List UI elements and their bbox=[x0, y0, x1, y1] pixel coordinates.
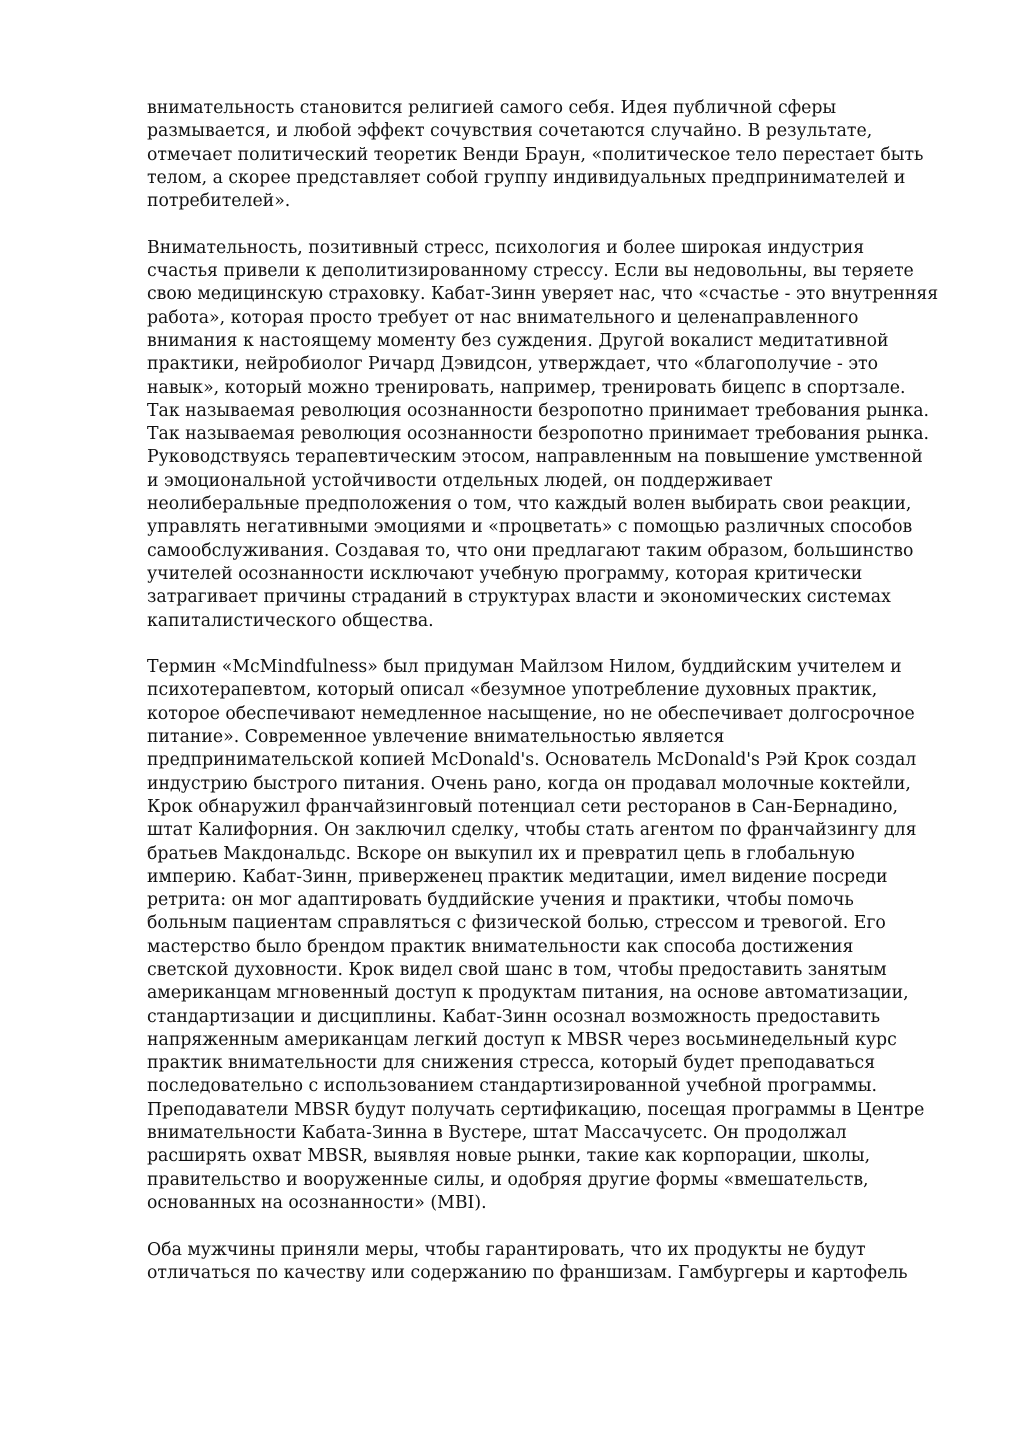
text-line: правительство и вооруженные силы, и одобряя другие формы «вмешательств, bbox=[147, 1169, 869, 1190]
text-line: стандартизации и дисциплины. Кабат-Зинн осознал возможность предоставить bbox=[147, 1006, 881, 1027]
text-line: неолиберальные предположения о том, что каждый волен выбирать свои реакции, bbox=[147, 494, 912, 515]
text-line: больным пациентам справляться с физической болью, стрессом и тревогой. Его bbox=[147, 913, 886, 934]
document-body bbox=[147, 97, 967, 1308]
text-line: Термин «McMindfulness» был придуман Майлзом Нилом, буддийским учителем и bbox=[147, 657, 902, 678]
text-line: телом, а скорее представляет собой группу индивидуальных предпринимателей и bbox=[147, 167, 906, 188]
text-line: размывается, и любой эффект сочувствия сочетаются случайно. В результате, bbox=[147, 121, 873, 142]
text-line: практики, нейробиолог Ричард Дэвидсон, утверждает, что «благополучие - это bbox=[147, 354, 878, 375]
text-line: самообслуживания. Создавая то, что они предлагают таким образом, большинство bbox=[147, 540, 914, 561]
text-line: напряженным американцам легкий доступ к MBSR через восьминедельный курс bbox=[147, 1029, 897, 1050]
text-line: последовательно с использованием стандартизированной учебной программы. bbox=[147, 1076, 877, 1097]
text-line: основанных на осознанности» (MBI). bbox=[147, 1192, 487, 1213]
text-line: потребителей». bbox=[147, 191, 291, 212]
text-line: Внимательность, позитивный стресс, психология и более широкая индустрия bbox=[147, 237, 865, 258]
text-line: практик внимательности для снижения стресса, который будет преподаваться bbox=[147, 1053, 876, 1074]
text-line: Крок обнаружил франчайзинговый потенциал сети ресторанов в Сан-Бернадино, bbox=[147, 796, 898, 817]
paragraph bbox=[147, 1239, 967, 1286]
text-line: которое обеспечивают немедленное насыщение, но не обеспечивает долгосрочное bbox=[147, 703, 915, 724]
paragraph bbox=[147, 237, 967, 633]
text-line: Так называемая революция осознанности безропотно принимает требования рынка. bbox=[147, 424, 930, 445]
text-line: отмечает политический теоретик Венди Браун, «политическое тело перестает быть bbox=[147, 144, 924, 165]
text-line: расширять охват MBSR, выявляя новые рынки, такие как корпорации, школы, bbox=[147, 1146, 871, 1167]
text-line: затрагивает причины страданий в структурах власти и экономических системах bbox=[147, 587, 891, 608]
text-line: братьев Макдональдс. Вскоре он выкупил их и превратил цепь в глобальную bbox=[147, 843, 855, 864]
text-line: Преподаватели MBSR будут получать сертификацию, посещая программы в Центре bbox=[147, 1099, 925, 1120]
text-line: отличаться по качеству или содержанию по франшизам. Гамбургеры и картофель bbox=[147, 1262, 908, 1283]
text-line: империю. Кабат-Зинн, приверженец практик медитации, имел видение посреди bbox=[147, 866, 888, 887]
text-line: навык», который можно тренировать, например, тренировать бицепс в спортзале. bbox=[147, 377, 906, 398]
text-line: учителей осознанности исключают учебную программу, которая критически bbox=[147, 563, 863, 584]
text-line: счастья привели к деполитизированному стрессу. Если вы недовольны, вы теряете bbox=[147, 261, 914, 282]
text-line: Руководствуясь терапевтическим этосом, направленным на повышение умственной bbox=[147, 447, 923, 468]
text-line: индустрию быстрого питания. Очень рано, когда он продавал молочные коктейли, bbox=[147, 773, 911, 794]
text-line: внимания к настоящему моменту без суждения. Другой вокалист медитативной bbox=[147, 330, 889, 351]
text-line: мастерство было брендом практик внимательности как способа достижения bbox=[147, 936, 854, 957]
text-line: Так называемая революция осознанности безропотно принимает требования рынка. bbox=[147, 400, 930, 421]
text-line: внимательность становится религией самого себя. Идея публичной сферы bbox=[147, 98, 837, 118]
paragraph bbox=[147, 97, 967, 213]
text-line: управлять негативными эмоциями и «процветать» с помощью различных способов bbox=[147, 517, 913, 538]
text-line: питание». Современное увлечение внимательностью является bbox=[147, 727, 725, 748]
text-line: капиталистического общества. bbox=[147, 610, 434, 631]
text-line: внимательности Кабата-Зинна в Вустере, штат Массачусетс. Он продолжал bbox=[147, 1123, 847, 1144]
text-line: Оба мужчины приняли меры, чтобы гарантировать, что их продукты не будут bbox=[147, 1239, 866, 1260]
text-line: предпринимательской копией McDonald's. Основатель McDonald's Рэй Крок создал bbox=[147, 750, 917, 771]
text-line: и эмоциональной устойчивости отдельных людей, он поддерживает bbox=[147, 470, 773, 491]
text-line: ретрита: он мог адаптировать буддийские учения и практики, чтобы помочь bbox=[147, 890, 854, 911]
text-line: штат Калифорния. Он заключил сделку, чтобы стать агентом по франчайзингу для bbox=[147, 820, 917, 841]
text-line: американцам мгновенный доступ к продуктам питания, на основе автоматизации, bbox=[147, 983, 909, 1004]
text-line: психотерапевтом, который описал «безумное употребление духовных практик, bbox=[147, 680, 878, 701]
text-line: светской духовности. Крок видел свой шанс в том, чтобы предоставить занятым bbox=[147, 959, 887, 980]
text-line: работа», которая просто требует от нас внимательного и целенаправленного bbox=[147, 307, 859, 328]
text-line: свою медицинскую страховку. Кабат-Зинн уверяет нас, что «счастье - это внутренняя bbox=[147, 284, 939, 305]
paragraph bbox=[147, 656, 967, 1215]
